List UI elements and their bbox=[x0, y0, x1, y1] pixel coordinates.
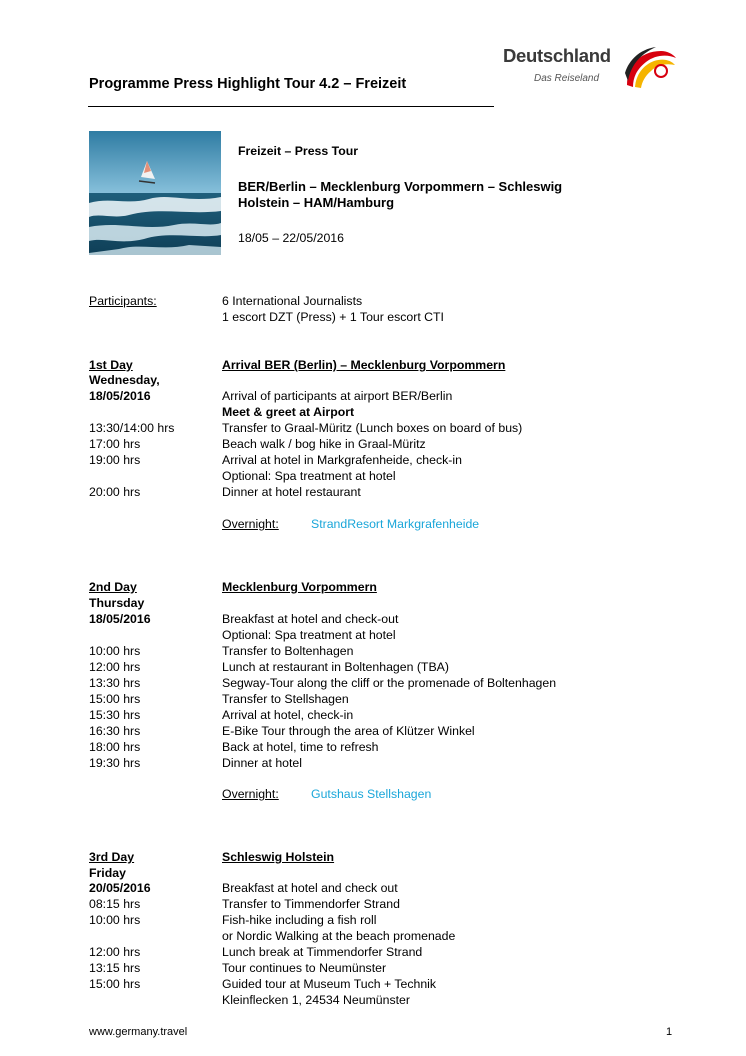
time-cell: 17:00 hrs bbox=[89, 437, 141, 451]
activity-text: or Nordic Walking at the beach promenade bbox=[222, 929, 456, 943]
time-cell: 13:30 hrs bbox=[89, 676, 141, 690]
activity-text: Breakfast at hotel and check out bbox=[222, 881, 398, 895]
activity-text: Kleinflecken 1, 24534 Neumünster bbox=[222, 993, 410, 1007]
day2-date: 18/05/2016 bbox=[89, 612, 151, 626]
activity-text: Dinner at hotel restaurant bbox=[222, 485, 361, 499]
time-cell: 15:00 hrs bbox=[89, 977, 141, 991]
activity-text: Tour continues to Neumünster bbox=[222, 961, 387, 975]
time-cell: 19:30 hrs bbox=[89, 756, 141, 770]
time-cell: 10:00 hrs bbox=[89, 644, 141, 658]
time-cell: 13:15 hrs bbox=[89, 961, 141, 975]
activity-text: Transfer to Timmendorfer Strand bbox=[222, 897, 400, 911]
eagle-swirl-icon bbox=[621, 45, 679, 89]
time-cell: 13:30/14:00 hrs bbox=[89, 421, 175, 435]
participants-line-2: 1 escort DZT (Press) + 1 Tour escort CTI bbox=[222, 310, 444, 324]
activity-text: Fish-hike including a fish roll bbox=[222, 913, 377, 927]
activity-text: Optional: Spa treatment at hotel bbox=[222, 469, 396, 483]
activity-text: Guided tour at Museum Tuch + Technik bbox=[222, 977, 437, 991]
page-title: Programme Press Highlight Tour 4.2 – Freizeit bbox=[89, 76, 407, 92]
activity-text: Transfer to Boltenhagen bbox=[222, 644, 354, 658]
activity-text: Lunch break at Timmendorfer Strand bbox=[222, 945, 423, 959]
intro-route-line1: BER/Berlin – Mecklenburg Vorpommern – Schleswig bbox=[238, 179, 563, 194]
participants-label: Participants: bbox=[89, 294, 157, 308]
overnight-hotel-link[interactable]: Gutshaus Stellshagen bbox=[311, 787, 432, 801]
title-divider bbox=[88, 106, 494, 107]
activity-text: Segway-Tour along the cliff or the promenade of Boltenhagen bbox=[222, 676, 557, 690]
day3-weekday: Friday bbox=[89, 866, 126, 880]
overnight-label: Overnight: bbox=[222, 517, 279, 531]
day1-weekday: Wednesday, bbox=[89, 373, 160, 387]
activity-text: Arrival of participants at airport BER/Berlin bbox=[222, 389, 453, 403]
footer-website: www.germany.travel bbox=[89, 1026, 188, 1038]
overnight-hotel-link[interactable]: StrandResort Markgrafenheide bbox=[311, 517, 480, 531]
day3-heading: Schleswig Holstein bbox=[222, 850, 335, 864]
time-cell: 16:30 hrs bbox=[89, 724, 141, 738]
intro-dates: 18/05 – 22/05/2016 bbox=[238, 231, 344, 245]
activity-text: Transfer to Stellshagen bbox=[222, 692, 349, 706]
activity-text: Breakfast at hotel and check-out bbox=[222, 612, 399, 626]
activity-text: Meet & greet at Airport bbox=[222, 405, 355, 419]
activity-text: Beach walk / bog hike in Graal-Müritz bbox=[222, 437, 426, 451]
activity-text: Dinner at hotel bbox=[222, 756, 302, 770]
activity-text: Arrival at hotel, check-in bbox=[222, 708, 354, 722]
day3-label: 3rd Day bbox=[89, 850, 135, 864]
activity-text: Optional: Spa treatment at hotel bbox=[222, 628, 396, 642]
activity-text: Lunch at restaurant in Boltenhagen (TBA) bbox=[222, 660, 449, 674]
day2-label: 2nd Day bbox=[89, 580, 137, 594]
day1-heading: Arrival BER (Berlin) – Mecklenburg Vorpommern bbox=[222, 358, 506, 372]
participants-line-1: 6 International Journalists bbox=[222, 294, 363, 308]
activity-text: Arrival at hotel in Markgrafenheide, check-in bbox=[222, 453, 462, 467]
activity-text: Transfer to Graal-Müritz (Lunch boxes on board of bus) bbox=[222, 421, 523, 435]
day1-date: 18/05/2016 bbox=[89, 389, 151, 403]
page-number: 1 bbox=[666, 1026, 673, 1038]
time-cell: 12:00 hrs bbox=[89, 945, 141, 959]
time-cell: 10:00 hrs bbox=[89, 913, 141, 927]
logo-tagline: Das Reiseland bbox=[534, 73, 600, 84]
overnight-label: Overnight: bbox=[222, 787, 279, 801]
day2-weekday: Thursday bbox=[89, 596, 145, 610]
time-cell: 12:00 hrs bbox=[89, 660, 141, 674]
time-cell: 15:30 hrs bbox=[89, 708, 141, 722]
time-cell: 18:00 hrs bbox=[89, 740, 141, 754]
day2-heading: Mecklenburg Vorpommern bbox=[222, 580, 377, 594]
windsurfer-photo bbox=[89, 131, 221, 255]
intro-heading: Freizeit – Press Tour bbox=[238, 144, 359, 158]
activity-text: E-Bike Tour through the area of Klützer Winkel bbox=[222, 724, 475, 738]
activity-text: Back at hotel, time to refresh bbox=[222, 740, 379, 754]
time-cell: 20:00 hrs bbox=[89, 485, 141, 499]
day1-label: 1st Day bbox=[89, 358, 133, 372]
intro-route-line2: Holstein – HAM/Hamburg bbox=[238, 195, 395, 210]
day3-date: 20/05/2016 bbox=[89, 881, 151, 895]
time-cell: 08:15 hrs bbox=[89, 897, 141, 911]
logo-wordmark: Deutschland bbox=[503, 45, 611, 66]
time-cell: 15:00 hrs bbox=[89, 692, 141, 706]
time-cell: 19:00 hrs bbox=[89, 453, 141, 467]
deutschland-logo bbox=[503, 45, 683, 95]
